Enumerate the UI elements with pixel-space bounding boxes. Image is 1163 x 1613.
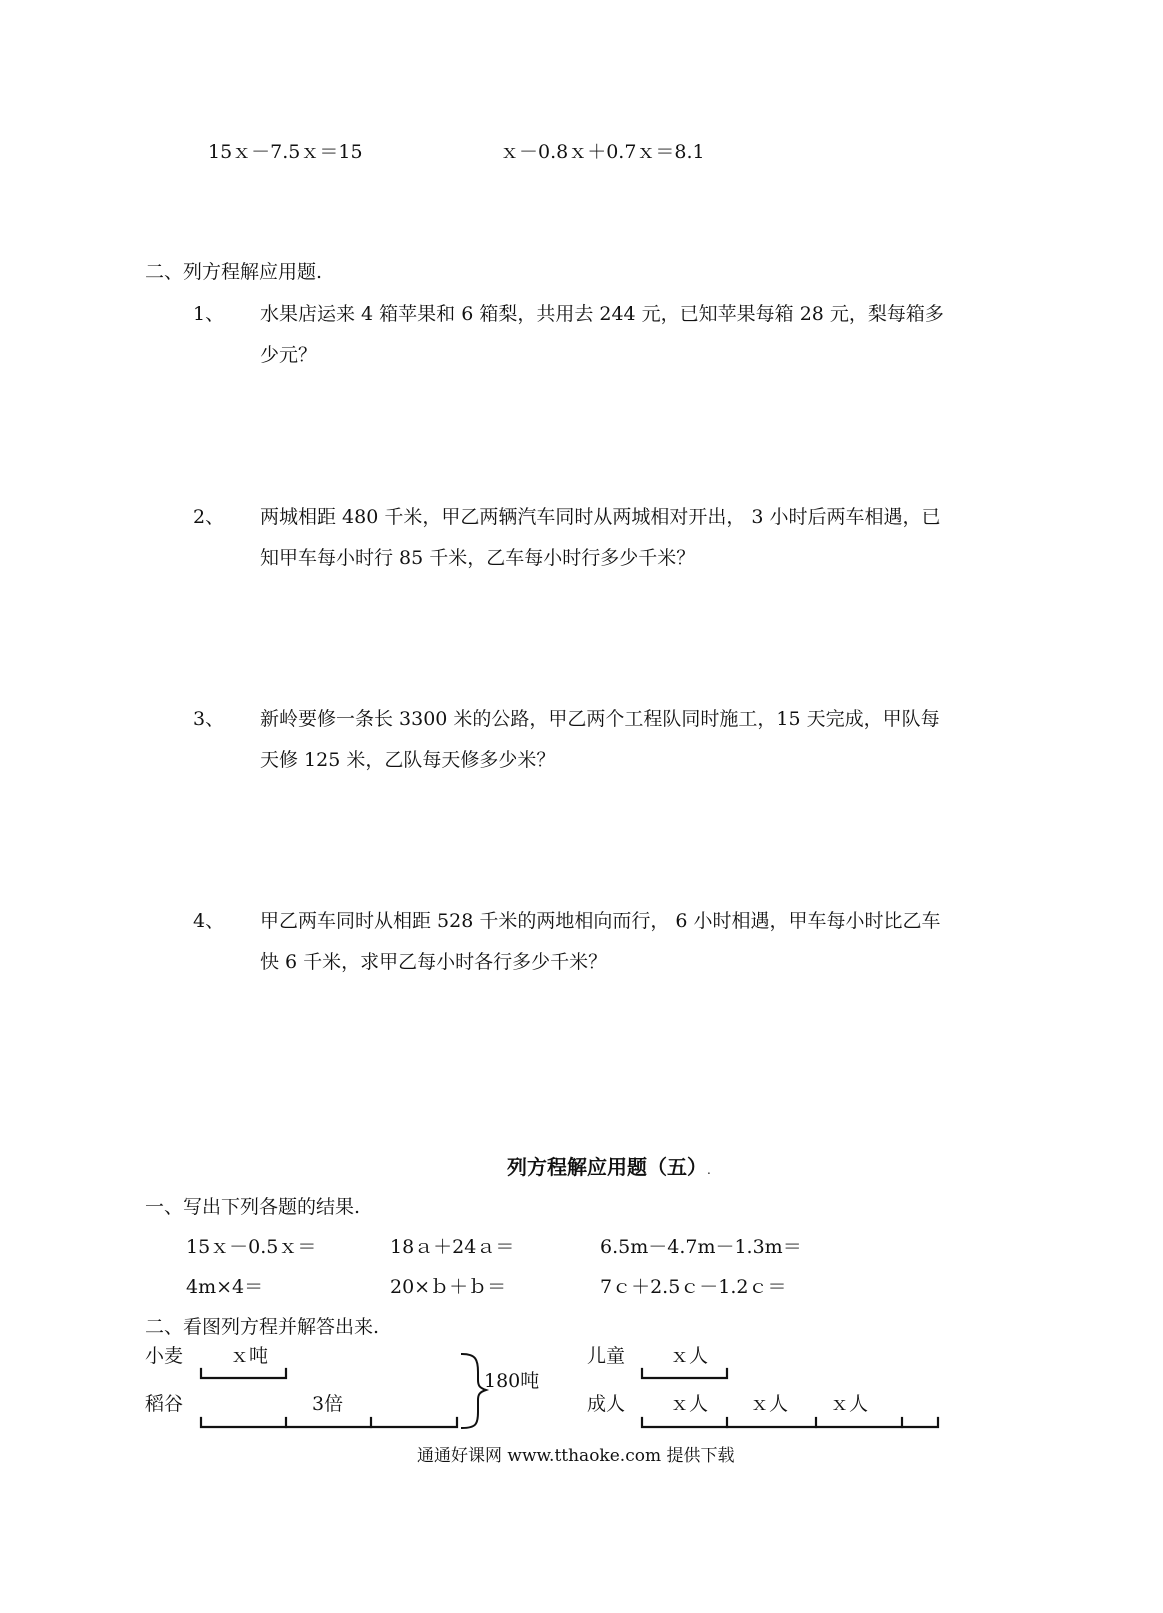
expr-2-1: 4m×4＝	[186, 1276, 264, 1298]
problem-4-line1: 甲乙两车同时从相距 528 千米的两地相向而行， 6 小时相遇，甲车每小时比乙车	[260, 910, 941, 932]
part5-section2-heading: 二、看图列方程并解答出来.	[145, 1316, 380, 1338]
rice-value: 3倍	[312, 1393, 344, 1415]
total-brace	[462, 1354, 486, 1428]
problem-1-line1: 水果店运来 4 箱苹果和 6 箱梨，共用去 244 元，已知苹果每箱 28 元，梨每箱多	[260, 303, 944, 325]
total-value: 180吨	[484, 1370, 540, 1392]
equation-1: 15ｘ－7.5ｘ＝15	[208, 141, 363, 163]
adult-value-3: ｘ人	[830, 1393, 869, 1415]
problem-1-line2: 少元？	[260, 344, 318, 366]
equation-2: ｘ－0.8ｘ＋0.7ｘ＝8.1	[500, 141, 705, 163]
problem-4-line2: 快 6 千米，求甲乙每小时各行多少千米？	[260, 951, 608, 973]
expr-2-2: 20×ｂ＋ｂ＝	[390, 1276, 507, 1298]
part5-title-text: 列方程解应用题（五）	[507, 1155, 707, 1179]
wheat-segment	[201, 1369, 286, 1378]
adult-value-2: ｘ人	[750, 1393, 789, 1415]
adult-segment-line	[642, 1418, 938, 1427]
children-label: 儿童	[587, 1345, 626, 1367]
problem-2-number: 2、	[193, 506, 225, 528]
wheat-value: ｘ吨	[230, 1345, 269, 1367]
expr-1-1: 15ｘ－0.5ｘ＝	[186, 1236, 317, 1258]
part5-title-dot: .	[707, 1163, 711, 1177]
adult-value-1: ｘ人	[670, 1393, 709, 1415]
problem-3-line2: 天修 125 米，乙队每天修多少米？	[260, 749, 556, 771]
rice-segment-line	[201, 1418, 457, 1427]
footer-text: 通通好课网 www.tthaoke.com 提供下载	[417, 1446, 735, 1466]
children-segment	[642, 1369, 727, 1378]
expr-1-2: 18ａ＋24ａ＝	[390, 1236, 515, 1258]
adult-label: 成人	[587, 1393, 626, 1415]
problem-4-number: 4、	[193, 910, 225, 932]
problem-3-line1: 新岭要修一条长 3300 米的公路，甲乙两个工程队同时施工，15 天完成，甲队每	[260, 708, 940, 730]
expr-1-3: 6.5m－4.7m－1.3m＝	[600, 1236, 802, 1258]
problem-2-line2: 知甲车每小时行 85 千米，乙车每小时行多少千米？	[260, 547, 696, 569]
problem-1-number: 1、	[193, 303, 225, 325]
rice-label: 稻谷	[145, 1393, 184, 1415]
expr-2-3: 7ｃ＋2.5ｃ－1.2ｃ＝	[600, 1276, 787, 1298]
problem-2-line1: 两城相距 480 千米，甲乙两辆汽车同时从两城相对开出， 3 小时后两车相遇，已	[260, 506, 941, 528]
part5-section1-heading: 一、写出下列各题的结果.	[145, 1196, 361, 1218]
children-value: ｘ人	[670, 1345, 709, 1367]
wheat-label: 小麦	[145, 1345, 184, 1367]
problem-3-number: 3、	[193, 708, 225, 730]
section2-heading: 二、列方程解应用题.	[145, 261, 323, 283]
